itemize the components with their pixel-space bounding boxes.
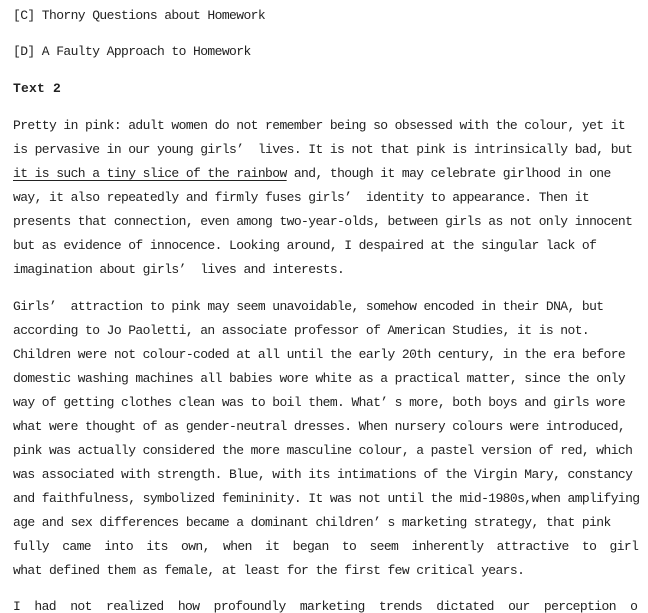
text-line [13,162,648,186]
text-line: Girls’ attraction to pink may seem unavoidable, somehow encoded in their DNA, but [13,299,604,314]
text-line: imagination about girls’ lives and interests. [13,262,345,277]
paragraph-2 [0,295,648,583]
text-line: way of getting clothes clean was to boil them. What’ s more, both boys and girls wore [13,395,626,410]
text-line: but as evidence of innocence. Looking around, I despaired at the singular lack of [13,238,597,253]
option-label-c: [C] Thorny Questions about Homework [13,8,266,23]
text2-heading: Text 2 [13,81,62,96]
text-line: way, it also repeatedly and firmly fuses girls’ identity to appearance. Then it [13,190,590,205]
paragraph-3 [0,595,648,613]
text-line: presents that connection, even among two-year-olds, between girls as not only innocent [13,214,633,229]
text-line: what defined them as female, at least for the first few critical years. [13,563,525,578]
text-line-clipped: fully came into its own, when it began to seem inherently attractive to girl [13,539,639,554]
option-label-d: [D] A Faulty Approach to Homework [13,44,251,59]
text-line: is pervasive in our young girls’ lives. It is not that pink is intrinsically bad, but [13,142,633,157]
underlined-phrase: it is such a tiny slice of the rainbow [13,166,287,181]
text-line: domestic washing machines all babies wore white as a practical matter, since the only [13,371,626,386]
text-line-clipped: I had not realized how profoundly marketing trends dictated our perception o [13,599,638,613]
paragraph-1 [0,114,648,282]
text-line: Children were not colour-coded at all until the early 20th century, in the era before [13,347,626,362]
text-line: age and sex differences became a dominant children’ s marketing strategy, that pink [13,515,611,530]
text-line: Pretty in pink: adult women do not remember being so obsessed with the colour, yet it [13,118,626,133]
text-line: was associated with strength. Blue, with its intimations of the Virgin Mary, constancy [13,467,633,482]
text-line: according to Jo Paoletti, an associate professor of American Studies, it is not. [13,323,590,338]
text-line: and faithfulness, symbolized femininity. It was not until the mid-1980s,when amplifying [13,491,640,506]
text-line-rest: and, though it may celebrate girlhood in one [286,166,611,181]
text-line: what were thought of as gender-neutral dresses. When nursery colours were introduced, [13,419,626,434]
text-line: pink was actually considered the more masculine colour, a pastel version of red, which [13,443,633,458]
